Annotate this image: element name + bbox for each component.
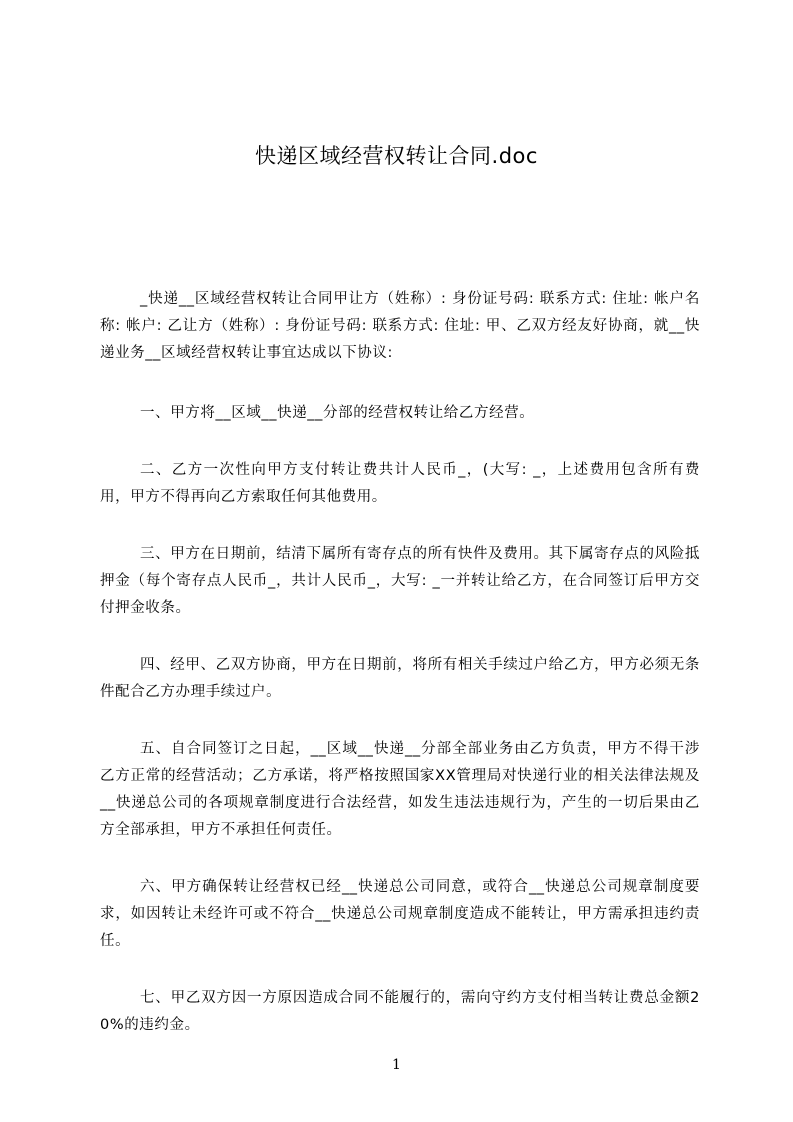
paragraph-clause-5: 五、自合同签订之日起，__区域__快递__分部全部业务由乙方负责，甲方不得干涉乙方正常的经营活动；乙方承诺，将严格按照国家XX管理局对快递行业的相关法律法规及__快递总公司的各项规章制度进行合法经营，如发生违法违规行为，产生的一切后果由乙方全部承担，甲方不承担任何责任。 [100, 741, 700, 838]
paragraph-clause-4: 四、经甲、乙双方协商，甲方在日期前，将所有相关手续过户给乙方，甲方必须无条件配合乙方办理手续过户。 [100, 657, 700, 700]
paragraph-clause-6: 六、甲方确保转让经营权已经__快递总公司同意，或符合__快递总公司规章制度要求，如因转让未经许可或不符合__快递总公司规章制度造成不能转让，甲方需承担违约责任。 [100, 879, 700, 949]
paragraph-clause-3: 三、甲方在日期前，结清下属所有寄存点的所有快件及费用。其下属寄存点的风险抵押金（每个寄存点人民币_，共计人民币_，大写: _一并转让给乙方，在合同签订后甲方交付押金收条。 [100, 546, 700, 616]
document-body [100, 286, 700, 1069]
paragraph-preamble: _快递__区域经营权转让合同甲让方（姓称）: 身份证号码: 联系方式: 住址: 帐户名称: 帐户: 乙让方（姓称）: 身份证号码: 联系方式: 住址: 甲、乙双方经友好协商，就__快递业务__区域经营权转让事宜达成以下协议: [100, 291, 700, 361]
document-title: 快递区域经营权转让合同.doc [255, 144, 538, 168]
paragraph-clause-1: 一、甲方将__区域__快递__分部的经营权转让给乙方经营。 [140, 405, 535, 421]
page-number: 1 [392, 1057, 401, 1073]
paragraph-clause-7: 七、甲乙双方因一方原因造成合同不能履行的，需向守约方支付相当转让费总金额20%的违约金。 [100, 990, 700, 1033]
paragraph-clause-2: 二、乙方一次性向甲方支付转让费共计人民币_，(大写: _，上述费用包含所有费用，甲方不得再向乙方索取任何其他费用。 [100, 462, 700, 505]
